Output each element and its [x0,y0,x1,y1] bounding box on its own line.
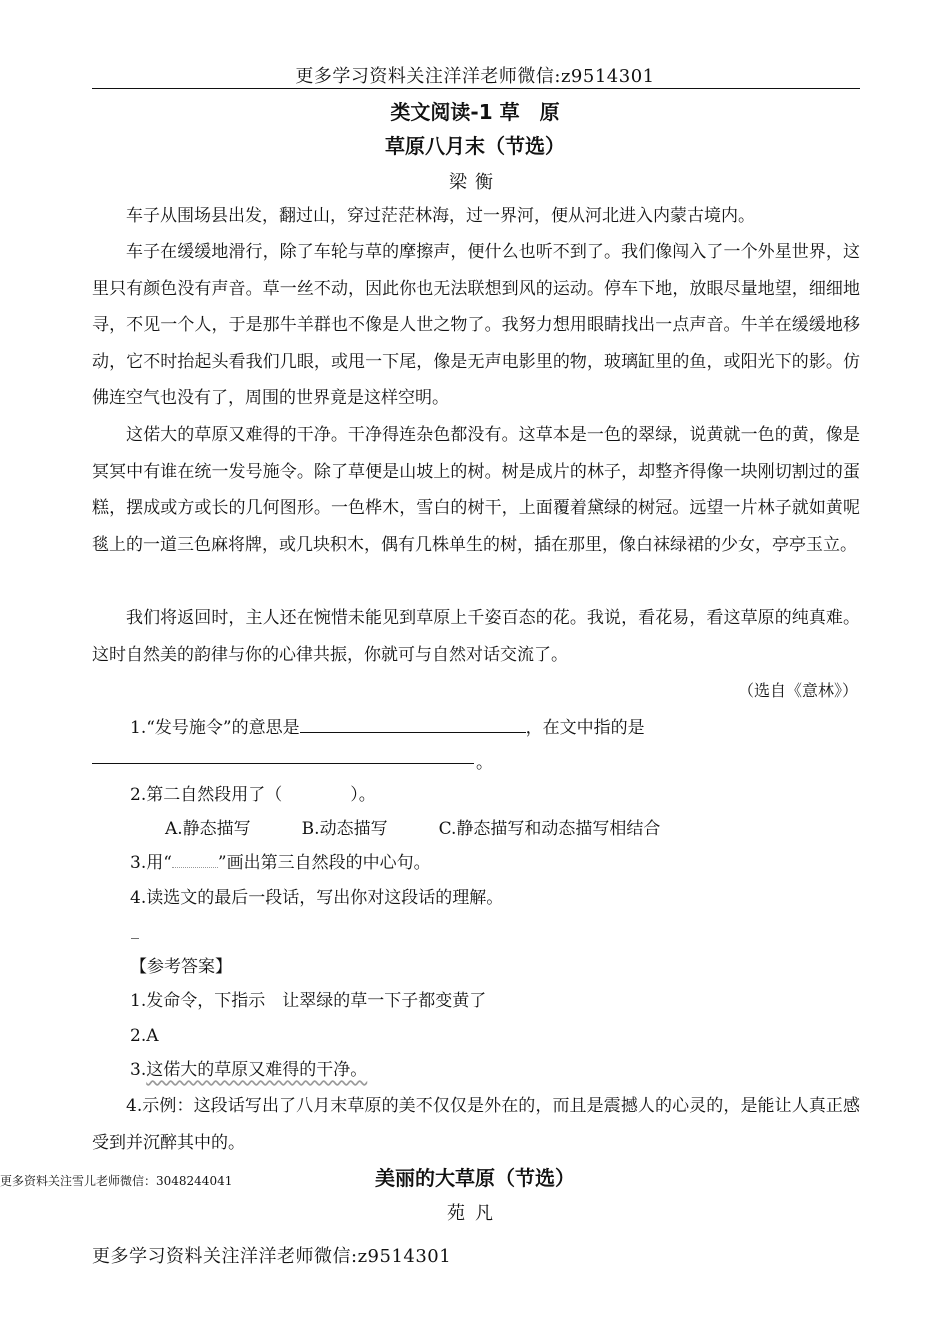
answer-2: 2.A [130,1026,159,1046]
answers-heading: 【参考答案】 [130,957,232,977]
paragraph-2: 车子在缓缓地滑行，除了车轮与草的摩擦声，便什么也听不到了。我们像闯入了一个外星世界，这里只有颜色没有声音。草一丝不动，因此你也无法联想到风的运动。停车下地，放眼尽量地望，细细地寻，不见一个人，于是那牛羊群也不像是人世之物了。我努力想用眼睛找出一点声音。牛羊在缓缓地移动，它不时抬起头看我们几眼，或甩一下尾，像是无声电影里的物，玻璃缸里的鱼，或阳光下的影。仿佛连空气也没有了，周围的世界竟是这样空明。 [92,242,860,409]
question-1-suffix: ，在文中指的是 [525,718,645,738]
answer-blank-2[interactable] [92,763,474,764]
article-source: （选自《意林》） [737,681,858,700]
answer-dash: _ [131,920,139,939]
paragraph-4: 我们将返回时，主人还在惋惜未能见到草原上千姿百态的花。我说，看花易，看这草原的纯真难。这时自然美的韵律与你的心律共振，你就可与自然对话交流了。 [92,608,860,665]
article-2-author: 苑凡 [447,1203,503,1224]
question-1 [92,714,898,740]
question-3 [92,851,898,875]
section-title: 类文阅读-1 草 原 [390,100,560,124]
question-2: 2.第二自然段用了（ ）。 [130,785,376,805]
article-2-title: 美丽的大草原（节选） [375,1166,575,1190]
question-3-prefix: 3.用“ [130,853,172,873]
answer-3-text: 这偌大的草原又难得的干净。 [146,1060,368,1080]
question-1-prefix: 1.“发号施令”的意思是 [130,718,300,738]
answer-3-prefix: 3. [130,1060,147,1080]
paragraph-3: 这偌大的草原又难得的干净。干净得连杂色都没有。这草本是一色的翠绿，说黄就一色的黄，像是冥冥中有谁在统一发号施令。除了草便是山坡上的树。树是成片的林子，却整齐得像一块刚切割过的蛋糕，摆成或方或长的几何图形。一色桦木，雪白的树干，上面覆着黛绿的树冠。远望一片林子就如黄呢毯上的一道三色麻将牌，或几块积木，偶有几株单生的树，插在那里，像白袜绿裙的少女，亭亭玉立。 [92,425,860,555]
question-1-end: 。 [476,753,493,773]
wavy-line-mark [172,855,218,868]
paragraph-1: 车子从围场县出发，翻过山，穿过茫茫林海，过一界河，便从河北进入内蒙古境内。 [126,206,755,226]
question-3-suffix: ”画出第三自然段的中心句。 [217,853,431,873]
article-title: 草原八月末（节选） [385,134,565,158]
answer-1: 1.发命令，下指示 让翠绿的草一下子都变黄了 [130,991,487,1011]
page-header: 更多学习资料关注洋洋老师微信:z9514301 [295,66,655,87]
side-note: 更多资料关注雪儿老师微信：3048244041 [0,1174,233,1188]
page-footer: 更多学习资料关注洋洋老师微信:z9514301 [92,1246,452,1267]
article-author: 梁衡 [449,172,501,193]
question-4: 4.读选文的最后一段话，写出你对这段话的理解。 [130,888,504,908]
answer-3 [92,1058,898,1082]
question-2-options: A.静态描写 B.动态描写 C.静态描写和动态描写相结合 [165,819,661,839]
answer-blank-1[interactable] [300,714,526,733]
answer-4: 4.示例：这段话写出了八月末草原的美不仅仅是外在的，而且是震撼人的心灵的，是能让人真正感受到并沉醉其中的。 [92,1096,860,1153]
header-divider [92,88,860,89]
